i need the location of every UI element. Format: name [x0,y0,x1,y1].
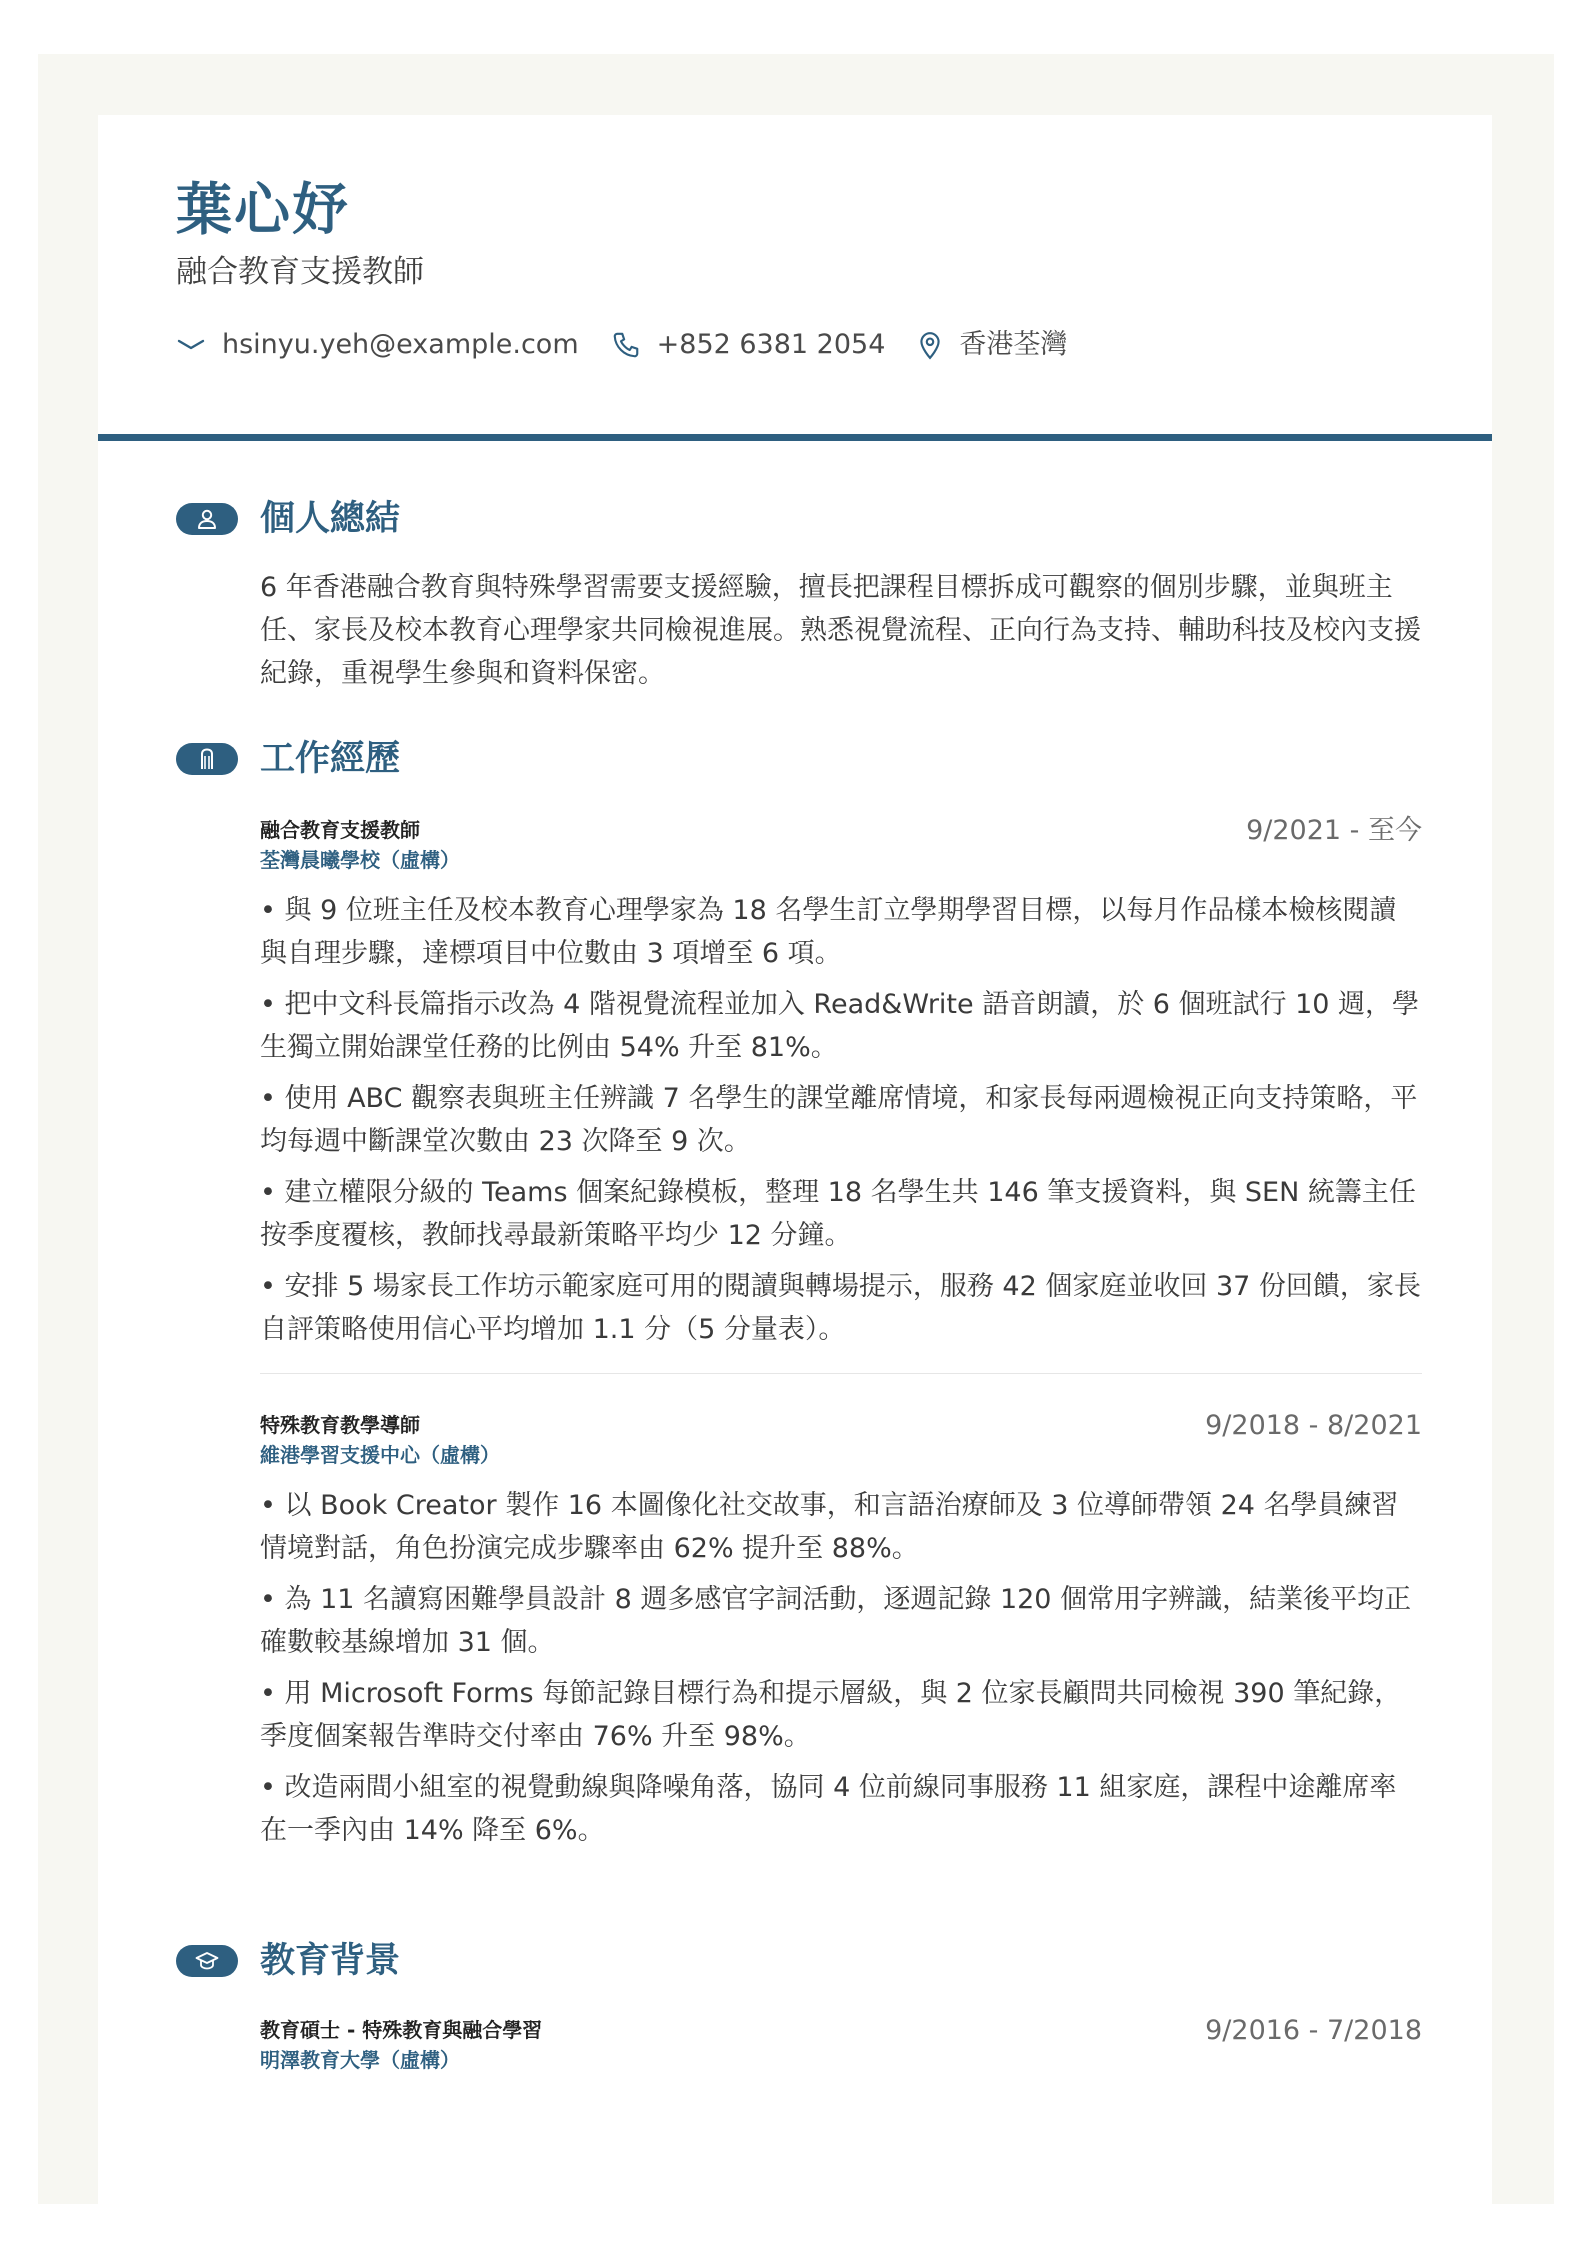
job-role: 融合教育支援教師 [260,818,420,842]
experience-pill [176,743,238,775]
job-bullet: • 建立權限分級的 Teams 個案紀錄模板，整理 18 名學生共 146 筆支援資料，與 SEN 統籌主任按季度覆核，教師找尋最新策略平均少 12 分鐘。 [260,1177,1416,1251]
email-icon [176,335,206,355]
resume-header [176,175,1414,365]
summary-heading: 個人總結 [260,499,401,539]
briefcase-icon [196,748,218,770]
summary-text: 6 年香港融合教育與特殊學習需要支援經驗，擅長把課程目標拆成可觀察的個別步驟，並與班主任、家長及校本教育心理學家共同檢視進展。熟悉視覺流程、正向行為支持、輔助科技及校內支援紀錄，重視學生參與和資料保密。 [260,572,1421,689]
job-bullet: • 與 9 位班主任及校本教育心理學家為 18 名學生訂立學期學習目標，以每月作品樣本檢核閱讀與自理步驟，達標項目中位數由 3 項增至 6 項。 [260,895,1397,969]
candidate-name: 葉心妤 [176,178,350,243]
education-pill [176,1945,238,1977]
job-entry [260,815,1422,1351]
location-pin-icon [917,330,943,360]
education-school: 明澤教育大學（虛構） [260,2048,460,2072]
experience-list [260,815,1422,1860]
experience-heading: 工作經歷 [260,739,401,779]
job-date: 9/2018 - 8/2021 [1205,1410,1422,1441]
education-entry [260,2015,1422,2075]
job-org: 維港學習支援中心（虛構） [260,1443,500,1467]
job-bullet: • 改造兩間小組室的視覺動線與降噪角落，協同 4 位前線同事服務 11 組家庭，課程中途離席率在一季內由 14% 降至 6%。 [260,1772,1397,1846]
job-divider [260,1373,1422,1374]
job-meta [260,815,460,875]
job-bullet: • 把中文科長篇指示改為 4 階視覺流程並加入 Read&Write 語音朗讀，於 6 個班試行 10 週，學生獨立開始課堂任務的比例由 54% 升至 81%。 [260,989,1420,1063]
job-header [260,1410,1422,1470]
resume-page [98,115,1492,2204]
education-date: 9/2016 - 7/2018 [1205,2015,1422,2046]
education-heading: 教育背景 [260,1941,401,1981]
contact-location [917,325,1067,365]
location-text: 香港荃灣 [959,329,1068,360]
education-meta [260,2015,542,2075]
experience-section-header [176,735,400,783]
job-bullet: • 為 11 名讀寫困難學員設計 8 週多感官字詞活動，逐週記錄 120 個常用字辨識，結業後平均正確數較基線增加 31 個。 [260,1584,1412,1658]
education-header [260,2015,1422,2075]
job-org: 荃灣晨曦學校（虛構） [260,848,460,872]
contact-email[interactable] [176,325,579,365]
job-bullet: • 以 Book Creator 製作 16 本圖像化社交故事，和言語治療師及 3 位導師帶領 24 名學員練習情境對話，角色扮演完成步驟率由 62% 提升至 88%。 [260,1490,1399,1564]
job-bullets [260,1484,1422,1852]
candidate-title: 融合教育支援教師 [176,254,424,290]
contact-phone[interactable] [611,325,886,365]
phone-icon [611,330,641,360]
job-bullets [260,889,1422,1351]
graduation-cap-icon [195,1950,219,1972]
job-meta [260,1410,500,1470]
phone-text[interactable]: +852 6381 2054 [656,329,886,360]
education-degree: 教育碩士 - 特殊教育與融合學習 [260,2018,543,2042]
job-bullet: • 用 Microsoft Forms 每節記錄目標行為和提示層級，與 2 位家長顧問共同檢視 390 筆紀錄，季度個案報告準時交付率由 76% 升至 98%。 [260,1678,1402,1752]
contact-row [176,325,1414,365]
education-section-header [176,1937,400,1985]
summary-section-header [176,495,400,543]
summary-pill [176,503,238,535]
email-text[interactable]: hsinyu.yeh@example.com [222,329,579,360]
job-header [260,815,1422,875]
job-bullet: • 安排 5 場家長工作坊示範家庭可用的閱讀與轉場提示，服務 42 個家庭並收回 37 份回饋，家長自評策略使用信心平均增加 1.1 分（5 分量表）。 [260,1271,1421,1345]
header-divider [98,434,1492,441]
job-role: 特殊教育教學導師 [260,1413,420,1437]
job-bullet: • 使用 ABC 觀察表與班主任辨識 7 名學生的課堂離席情境，和家長每兩週檢視正向支持策略，平均每週中斷課堂次數由 23 次降至 9 次。 [260,1083,1418,1157]
job-entry [260,1410,1422,1852]
person-icon [196,508,218,530]
job-date: 9/2021 - 至今 [1246,815,1422,846]
